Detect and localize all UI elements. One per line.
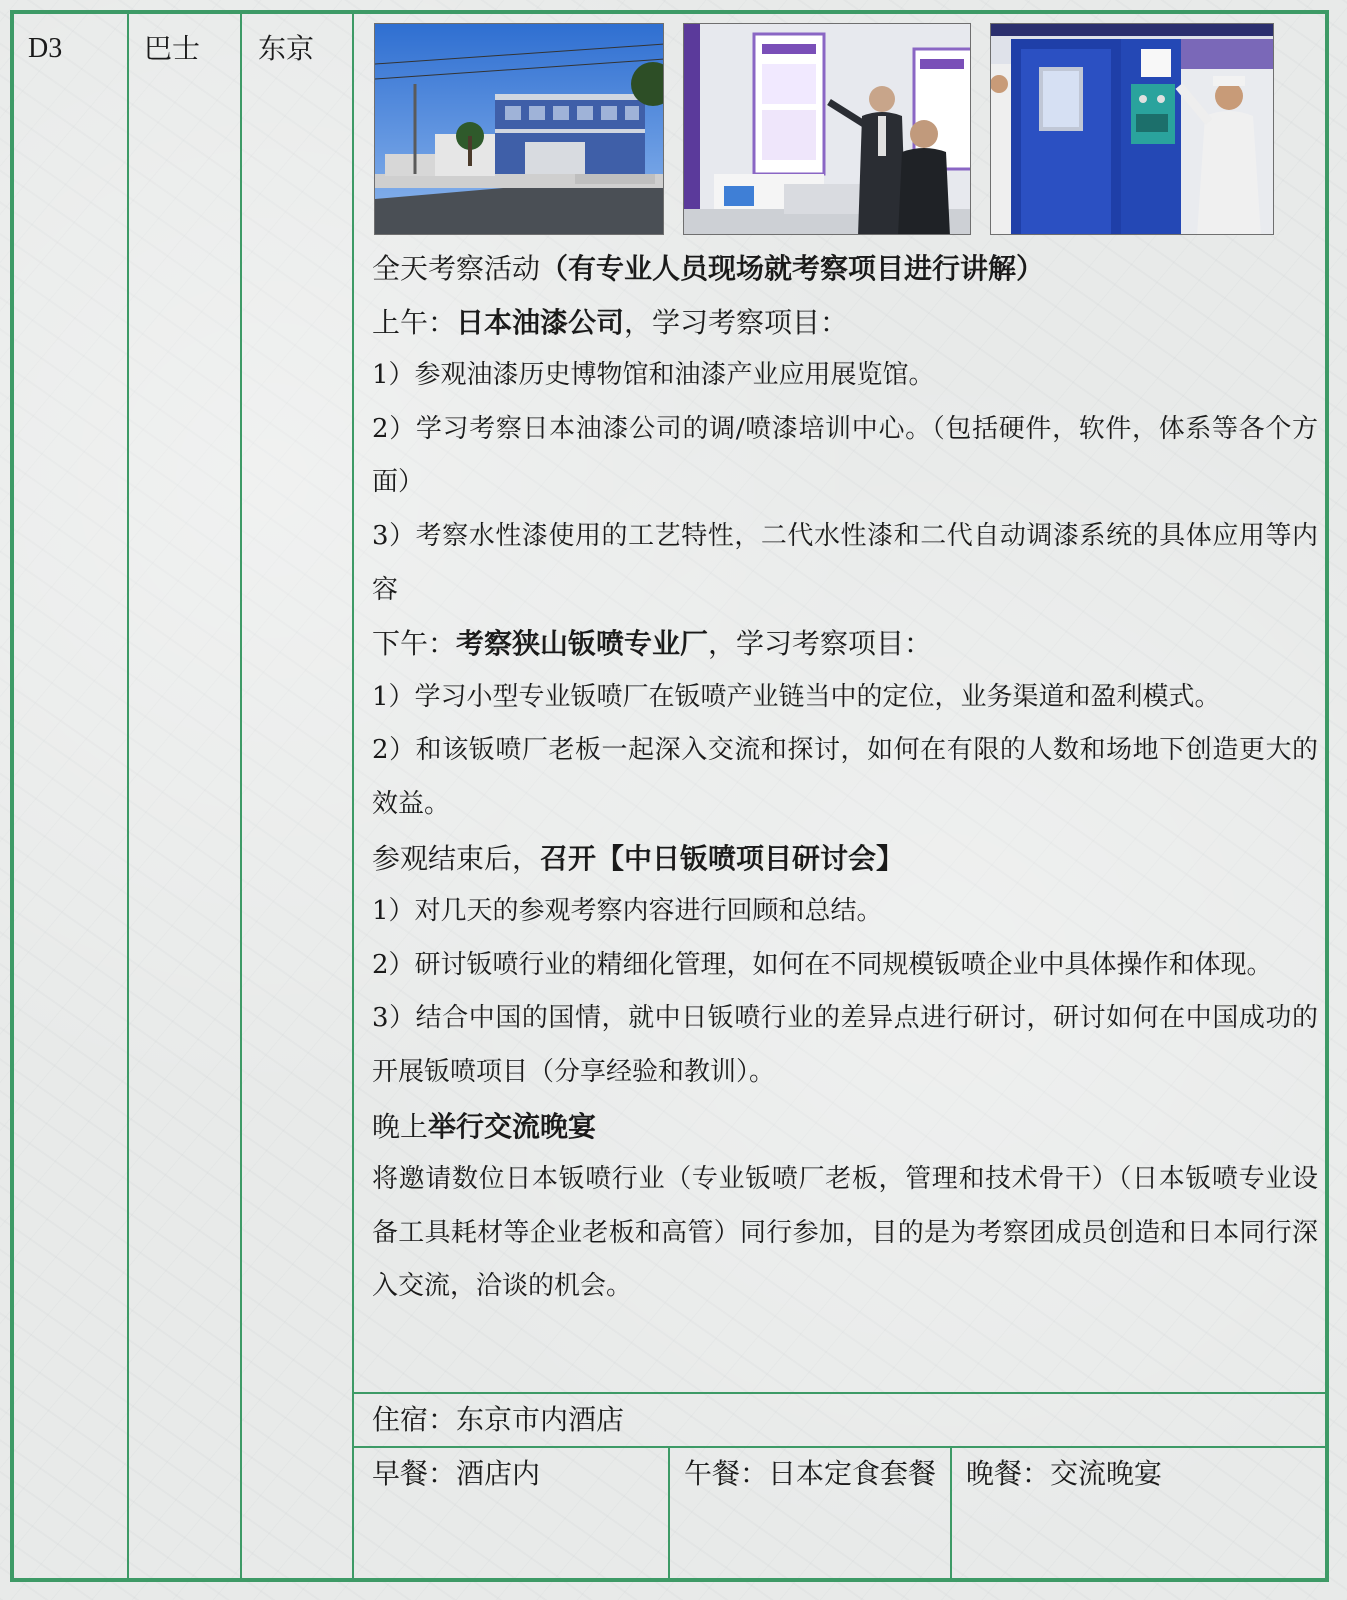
morning-company: 日本油漆公司 — [456, 305, 625, 339]
lunch-cell: 午餐：日本定食套餐 — [684, 1457, 937, 1490]
column-divider — [127, 14, 129, 1582]
meal-divider — [950, 1446, 952, 1582]
morning-item: 1）参观油漆历史博物馆和油漆产业应用展览馆。 — [372, 360, 935, 391]
afternoon-heading — [372, 617, 1318, 671]
evening-heading — [372, 1100, 1318, 1154]
morning-prefix: 上午： — [372, 305, 457, 339]
morning-suffix: ，学习考察项目： — [624, 305, 849, 339]
seminar-item: 3）结合中国的国情，就中日钣喷行业的差异点进行研讨，研讨如何在中国成功的开展钣喷项目（分享经验和教训）。 — [372, 1003, 1318, 1087]
seminar-prefix: 参观结束后， — [372, 841, 541, 875]
lodging-cell: 住宿：东京市内酒店 — [372, 1403, 625, 1436]
evening-banquet: 举行交流晚宴 — [428, 1109, 597, 1143]
column-divider — [352, 14, 354, 1582]
morning-item: 2）学习考察日本油漆公司的调/喷漆培训中心。（包括硬件，软件，体系等各个方面） — [372, 413, 1318, 498]
afternoon-item: 1）学习小型专业钣喷厂在钣喷产业链当中的定位，业务渠道和盈利模式。 — [372, 681, 1221, 712]
itinerary-content — [372, 242, 1318, 1314]
intro-line — [372, 242, 1318, 296]
morning-heading — [372, 296, 1318, 350]
nippon-paint-building-photo — [374, 23, 664, 235]
evening-description: 将邀请数位日本钣喷行业（专业钣喷厂老板，管理和技术骨干）（日本钣喷专业设备工具耗材等企业老板和高管）同行参加，目的是为考察团成员创造和日本同行深入交流，洽谈的机会。 — [372, 1164, 1318, 1302]
seminar-item: 2）研讨钣喷行业的精细化管理，如何在不同规模钣喷企业中具体操作和体现。 — [372, 949, 1273, 980]
column-divider — [240, 14, 242, 1582]
seminar-heading — [372, 832, 1318, 886]
intro-text: 全天考察活动 — [372, 252, 541, 285]
seminar-title: 召开【中日钣喷项目研讨会】 — [540, 841, 905, 875]
afternoon-item: 2）和该钣喷厂老板一起深入交流和探讨，如何在有限的人数和场地下创造更大的效益。 — [372, 735, 1318, 819]
afternoon-suffix: ，学习考察项目： — [708, 627, 933, 661]
afternoon-prefix: 下午： — [372, 627, 457, 661]
seminar-item: 1）对几天的参观考察内容进行回顾和总结。 — [372, 896, 883, 927]
intro-bold-text: （有专业人员现场就考察项目进行讲解） — [540, 252, 1045, 285]
meal-divider — [668, 1446, 670, 1582]
day-cell: D3 — [28, 33, 63, 64]
spray-booth-explanation-photo — [990, 23, 1274, 235]
breakfast-cell: 早餐：酒店内 — [372, 1457, 541, 1490]
training-center-display-photo — [683, 23, 971, 235]
transport-cell: 巴士 — [144, 32, 201, 65]
evening-prefix: 晚上 — [372, 1109, 429, 1143]
dinner-cell: 晚餐：交流晚宴 — [966, 1457, 1163, 1490]
morning-item: 3）考察水性漆使用的工艺特性，二代水性漆和二代自动调漆系统的具体应用等内容 — [372, 520, 1318, 605]
city-cell: 东京 — [258, 32, 315, 65]
afternoon-factory: 考察狭山钣喷专业厂 — [456, 627, 709, 661]
